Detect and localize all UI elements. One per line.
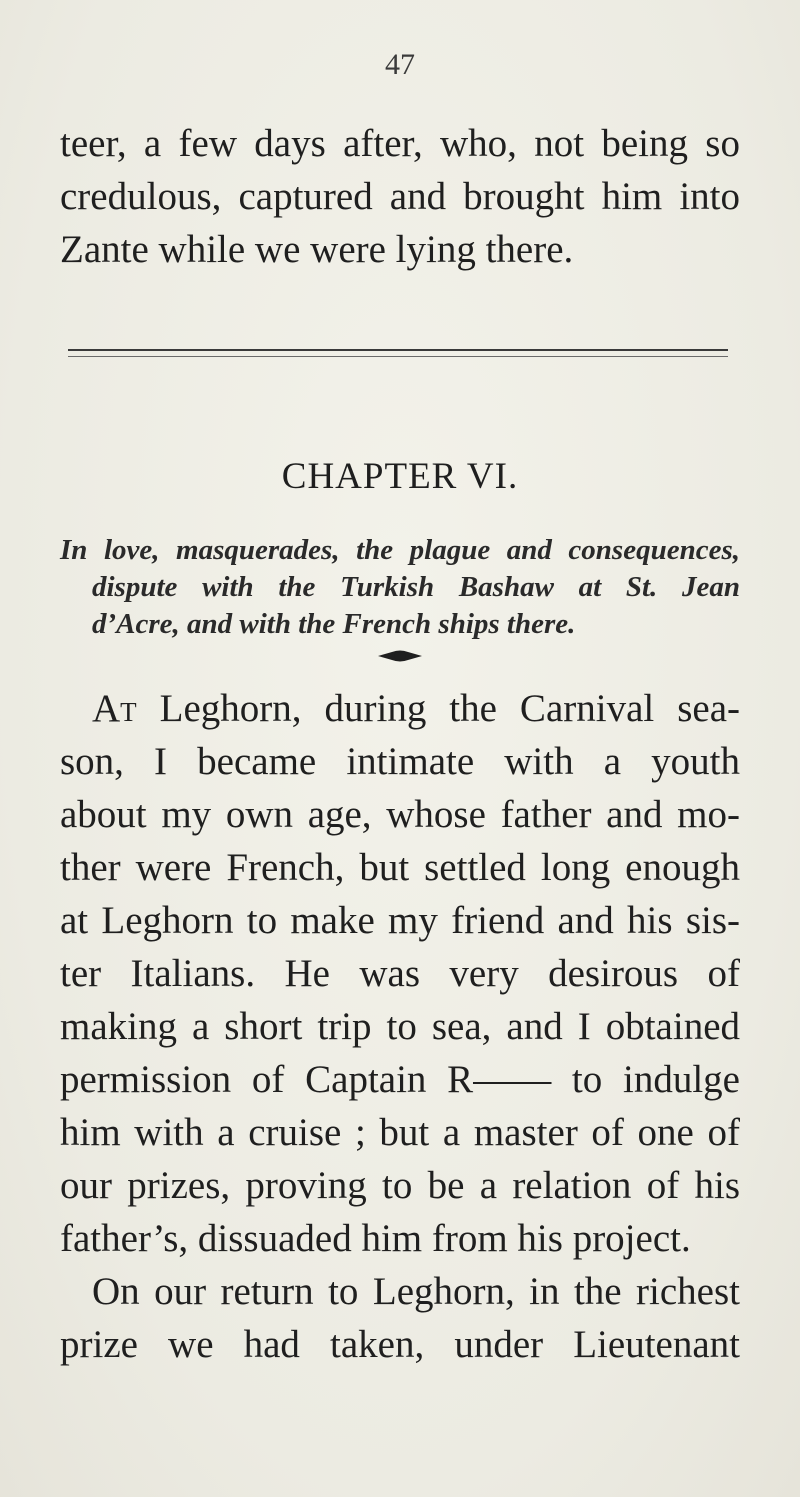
section-divider-rule <box>68 349 728 357</box>
text-line: our prizes, proving to be a relation of his <box>60 1164 740 1207</box>
summary-line: d’Acre, and with the French ships there. <box>92 608 576 640</box>
text-line: at Leghorn to make my friend and his sis- <box>60 899 740 942</box>
text-line: him with a cruise ; but a master of one of <box>60 1111 740 1154</box>
chapter-summary <box>60 532 740 643</box>
summary-line: In love, masquerades, the plague and consequences, <box>60 534 740 566</box>
printers-ornament-icon <box>376 649 424 663</box>
page-number: 47 <box>385 48 415 81</box>
text-line: making a short trip to sea, and I obtained <box>60 1005 740 1048</box>
summary-line: dispute with the Turkish Bashaw at St. Jean <box>92 571 740 603</box>
text-line: about my own age, whose father and mo- <box>60 793 740 836</box>
carry-over-paragraph <box>60 117 740 276</box>
text-line-rest: Leghorn, during the Carnival sea- <box>136 687 740 730</box>
text-line: teer, a few days after, who, not being so <box>60 122 740 165</box>
chapter-body-paragraph <box>60 682 740 1371</box>
text-line: son, I became intimate with a youth <box>60 740 740 783</box>
text-line: ter Italians. He was very desirous of <box>60 952 740 995</box>
text-line: On our return to Leghorn, in the richest <box>92 1270 740 1313</box>
chapter-heading: CHAPTER VI. <box>281 456 519 497</box>
text-line <box>60 682 740 735</box>
text-line: credulous, captured and brought him into <box>60 175 740 218</box>
text-line: prize we had taken, under Lieutenant <box>60 1323 740 1366</box>
text-line: ther were French, but settled long enough <box>60 846 740 889</box>
text-line: permission of Captain R—— to indulge <box>60 1058 740 1101</box>
opening-word: At <box>92 687 137 730</box>
text-line: Zante while we were lying there. <box>60 228 574 271</box>
text-line: father’s, dissuaded him from his project. <box>60 1217 691 1260</box>
